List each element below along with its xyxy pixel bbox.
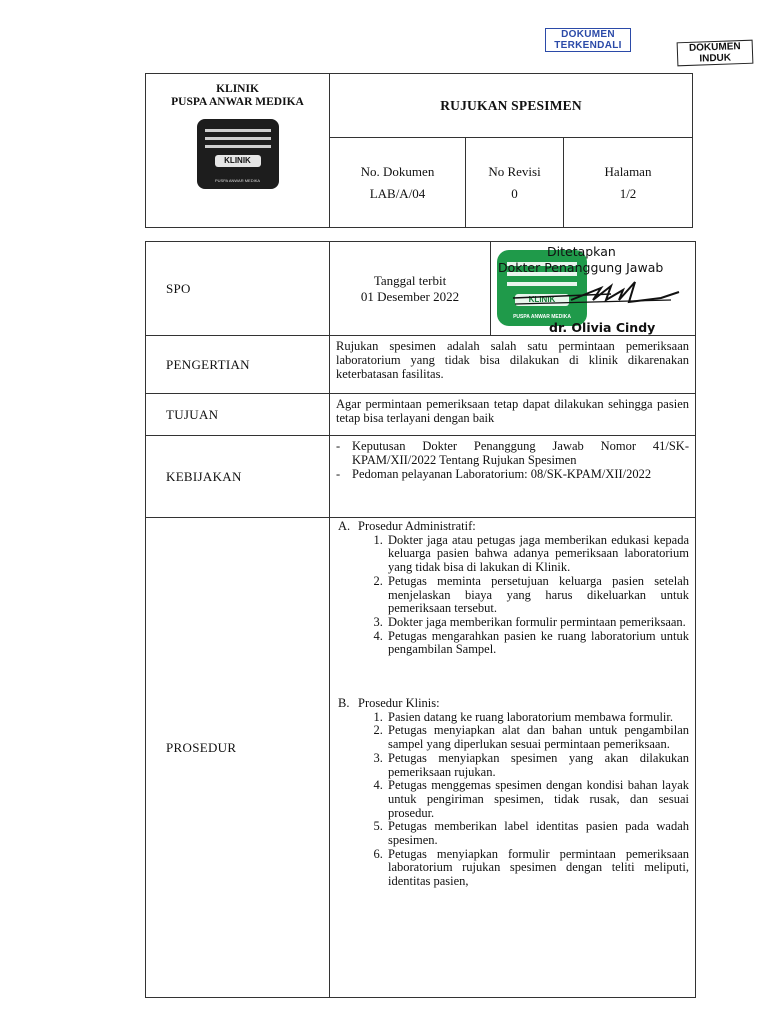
list-item: 6. Petugas menyiapkan formulir permintaan pemeriksaan laboratorium rujukan spesimen dengan teliti meliputi, identitas pasien,	[386, 848, 689, 889]
policy-item-text: Pedoman pelayanan Laboratorium: 08/SK-KPAM/XII/2022	[352, 467, 652, 481]
clinic-name-line2: PUSPA ANWAR MEDIKA	[171, 96, 304, 108]
list-item: 3. Dokter jaga memberikan formulir permintaan pemeriksaan.	[386, 616, 689, 630]
pengertian-text: Rujukan spesimen adalah salah satu permintaan pemeriksaan laboratorium yang tidak bisa dilakukan di klinik dikarenakan keterbatasan fasilitas.	[330, 336, 696, 394]
signature-mark	[511, 278, 681, 312]
list-item: 4. Petugas mengarahkan pasien ke ruang laboratorium untuk pengambilan Sampel.	[386, 630, 689, 657]
list-item: 3. Petugas menyiapkan spesimen yang akan dilakukan pemeriksaan rujukan.	[386, 752, 689, 779]
stamp-line: DOKUMEN	[561, 29, 615, 40]
spo-label: SPO	[146, 242, 330, 336]
page-value: 1/2	[619, 185, 637, 201]
logo-badge-text: KLINIK	[215, 155, 261, 167]
tujuan-label: TUJUAN	[146, 394, 330, 436]
prosedur-label: PROSEDUR	[146, 518, 330, 998]
clinic-name-line1: KLINIK	[216, 83, 259, 95]
sop-content-table	[145, 241, 696, 998]
doc-number-value: LAB/A/04	[369, 185, 426, 201]
seal-sub-text: PUSPA ANWAR MEDIKA	[513, 314, 571, 320]
doc-number-label: No. Dokumen	[360, 163, 435, 179]
list-item: - Pedoman pelayanan Laboratorium: 08/SK-KPAM/XII/2022	[336, 467, 652, 481]
revision-label: No Revisi	[488, 163, 541, 179]
document-header-table	[145, 73, 693, 228]
kebijakan-label: KEBIJAKAN	[146, 436, 330, 518]
seal-badge-text: KLINIK	[515, 294, 569, 306]
approval-responsible: Dokter Penanggung Jawab	[498, 260, 664, 275]
list-item: 4. Petugas menggemas spesimen dengan kondisi bahan layak untuk pengiriman spesimen, tidak rusak, dan sesuai prosedur.	[386, 779, 689, 820]
procedure-section-b-title: B. Prosedur Klinis:	[338, 696, 440, 711]
list-item: 2. Petugas menyiapkan alat dan bahan untuk pengambilan sampel yang diperlukan sesuai permintaan pemeriksaan.	[386, 724, 689, 751]
page-label: Halaman	[604, 163, 652, 179]
prosedur-content	[330, 518, 696, 998]
approval-cell	[491, 242, 696, 336]
clinic-logo	[197, 119, 279, 189]
list-item: 5. Petugas memberikan label identitas pasien pada wadah spesimen.	[386, 820, 689, 847]
procedure-section-a-title: A. Prosedur Administratif:	[338, 519, 476, 533]
clinic-identity-cell	[146, 74, 330, 228]
issue-date-value: 01 Desember 2022	[360, 288, 460, 304]
tujuan-text: Agar permintaan pemeriksaan tetap dapat dilakukan sehingga pasien tetap bisa terlayani dengan baik	[330, 394, 696, 436]
list-item: - Keputusan Dokter Penanggung Jawab Nomor 41/SK-KPAM/XII/2022 Tentang Rujukan Spesimen	[336, 439, 689, 467]
logo-sub-text: PUSPA ANWAR MEDIKA	[214, 178, 261, 183]
kebijakan-list	[330, 436, 696, 518]
stamp-line: DOKUMEN	[688, 41, 741, 54]
issue-date-label: Tanggal terbit	[373, 272, 447, 288]
list-item: 2. Petugas meminta persetujuan keluarga pasien setelah menjelaskan biaya yang harus dikeluarkan untuk pemeriksaan tersebut.	[386, 575, 689, 616]
master-document-stamp	[677, 40, 754, 67]
procedure-section-a-steps	[338, 534, 689, 657]
revision-cell	[466, 138, 564, 228]
approval-set-by: Ditetapkan	[547, 244, 616, 259]
controlled-document-stamp	[545, 28, 631, 52]
stamp-line: INDUK	[699, 51, 732, 65]
list-item: 1. Dokter jaga atau petugas jaga memberikan edukasi kepada keluarga pasien bahwa adanya pemeriksaan laboratorium yang tidak bisa di lakukan di Klinik.	[386, 534, 689, 575]
document-title: RUJUKAN SPESIMEN	[330, 74, 693, 138]
revision-value: 0	[511, 185, 518, 201]
approval-signer-name: dr. Olivia Cindy	[549, 320, 656, 335]
stamp-line: TERKENDALI	[554, 39, 622, 51]
issue-date-cell	[330, 242, 491, 336]
list-item: 1. Pasien datang ke ruang laboratorium membawa formulir.	[386, 711, 689, 725]
pengertian-label: PENGERTIAN	[146, 336, 330, 394]
doc-number-cell	[330, 138, 466, 228]
procedure-section-b-steps	[338, 711, 689, 889]
policy-item-text: Keputusan Dokter Penanggung Jawab Nomor 41/SK-KPAM/XII/2022 Tentang Rujukan Spesimen	[352, 439, 689, 467]
page-cell	[564, 138, 693, 228]
